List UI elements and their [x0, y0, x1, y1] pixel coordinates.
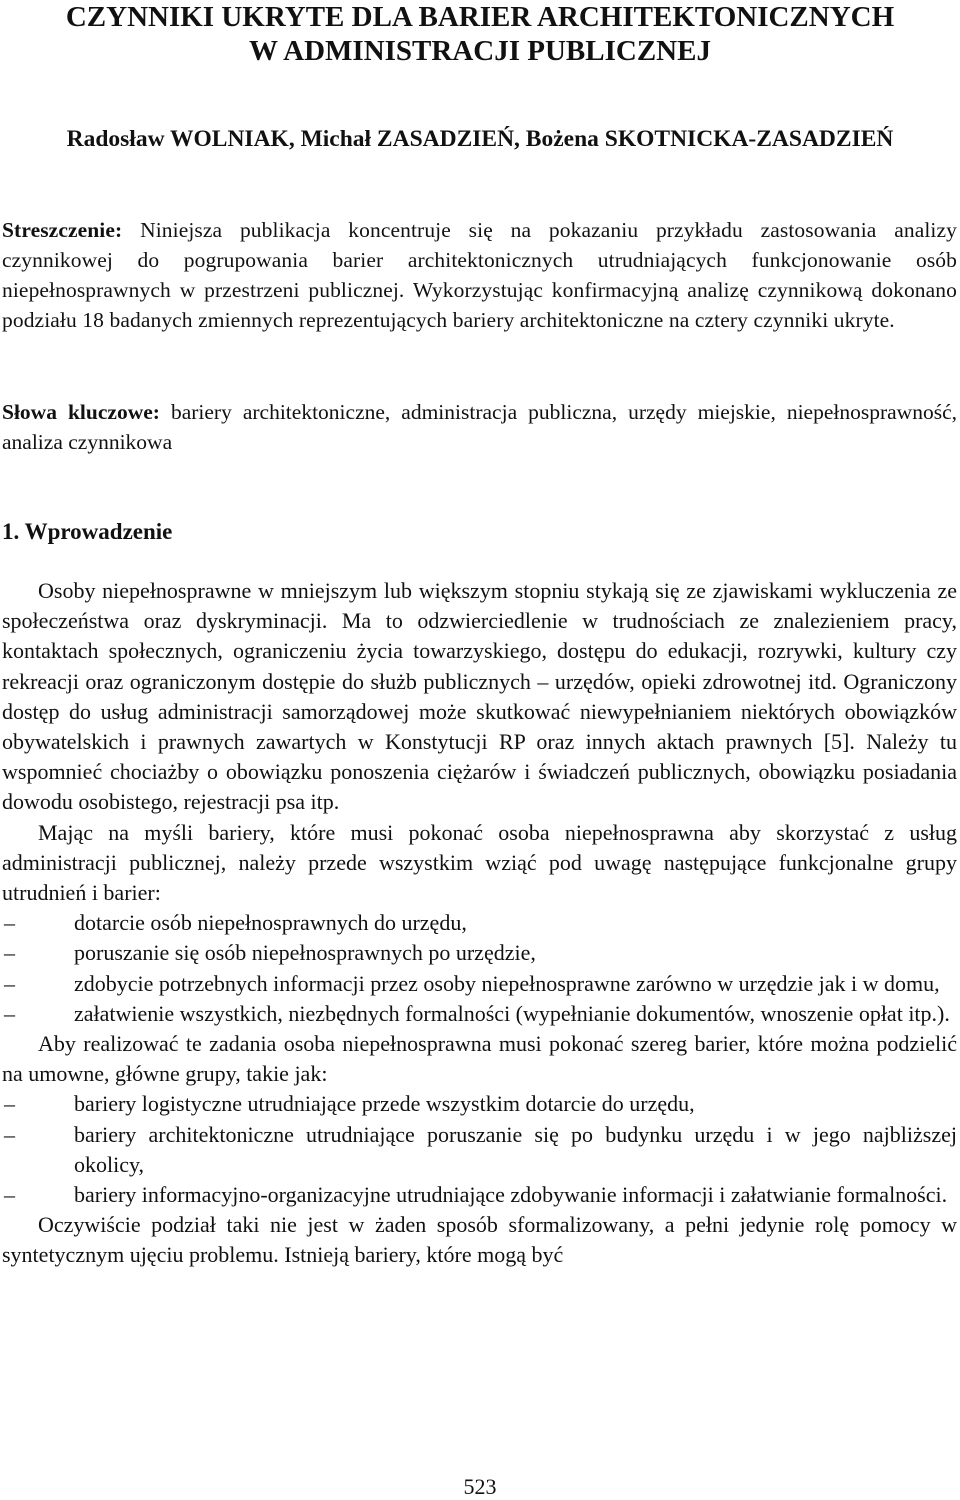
authors: Radosław WOLNIAK, Michał ZASADZIEŃ, Bożena SKOTNICKA-ZASADZIEŃ [66, 126, 894, 152]
list-item-text: dotarcie osób niepełnosprawnych do urzędu, [74, 910, 467, 936]
list-item-text: bariery logistyczne utrudniające przede wszystkim dotarcie do urzędu, [74, 1091, 695, 1117]
abstract [2, 215, 957, 335]
dash-bullet: – [4, 1182, 15, 1208]
paragraph-4: Oczywiście podział taki nie jest w żaden sposób sformalizowany, a pełni jedynie rolę pomocy w syntetycznym ujęciu problemu. Istnieją bariery, które mogą być [2, 1212, 957, 1268]
keywords-label: Słowa kluczowe: [2, 400, 160, 424]
dash-bullet: – [4, 1091, 15, 1117]
abstract-text: Niniejsza publikacja koncentruje się na pokazaniu przykładu zastosowania analizy czynnikowej do pogrupowania barier architektonicznych utrudniających funkcjonowanie osób niepełnosprawnych w przestrzeni publicznej. Wykorzystując konfirmacyjną analizę czynnikową dokonano podziału 18 badanych zmiennych reprezentujących bariery architektoniczne na cztery czynniki ukryte. [2, 218, 957, 332]
list-item [2, 969, 957, 999]
list-item-text: bariery architektoniczne utrudniające poruszanie się po budynku urzędu i w jego najbliższej okolicy, [74, 1121, 957, 1177]
list-item-text: poruszanie się osób niepełnosprawnych po urzędzie, [74, 940, 536, 966]
paper-title-line-1: CZYNNIKI UKRYTE DLA BARIER ARCHITEKTONICZNYCH [65, 1, 895, 33]
paper-title-line-2: W ADMINISTRACJI PUBLICZNEJ [249, 35, 711, 67]
section-heading: 1. Wprowadzenie [2, 519, 173, 544]
paragraph-1: Osoby niepełnosprawne w mniejszym lub większym stopniu stykają się ze zjawiskami wykluczenia ze społeczeństwa oraz dyskryminacji. Ma to odzwierciedlenie w trudnościach ze znalezieniem pracy, kontaktach społecznych, ograniczeniu życia towarzyskiego, dostępu do edukacji, rozrywki, kultury czy rekreacji oraz ograniczonym dostępie do służb publicznych – urzędów, opieki zdrowotnej itd. Ograniczony dostęp do usług administracji samorządowej może skutkować niewypełnianiem niektórych obowiązków obywatelskich i prawnych zawartych w Konstytucji RP oraz innych aktach prawnych [5]. Należy tu wspomnieć chociażby o obowiązku ponoszenia ciężarów i świadczeń publicznych, obowiązku posiadania dowodu osobistego, rejestracji psa itp. [2, 578, 957, 815]
dash-bullet: – [4, 910, 15, 936]
paragraph-3: Aby realizować te zadania osoba niepełnosprawna musi pokonać szereg barier, które można podzielić na umowne, główne grupy, takie jak: [2, 1031, 957, 1087]
paragraph-2: Mając na myśli bariery, które musi pokonać osoba niepełnosprawna aby skorzystać z usług administracji publicznej, należy przede wszystkim wziąć pod uwagę następujące funkcjonalne grupy utrudnień i barier: [2, 819, 957, 906]
list-item [2, 1180, 957, 1210]
keywords-text: bariery architektoniczne, administracja publiczna, urzędy miejskie, niepełnosprawność, analiza czynnikowa [2, 400, 957, 454]
list-item [2, 908, 957, 938]
page-number: 523 [463, 1474, 497, 1499]
dash-bullet: – [4, 940, 15, 966]
keywords [2, 397, 957, 457]
dash-bullet: – [4, 1000, 15, 1026]
list-item [2, 999, 957, 1029]
list-item-text: załatwienie wszystkich, niezbędnych formalności (wypełnianie dokumentów, wnoszenie opłat itp.). [74, 1000, 950, 1026]
list-item-text: bariery informacyjno-organizacyjne utrudniające zdobywanie informacji i załatwianie formalności. [74, 1182, 948, 1208]
list-item-text: zdobycie potrzebnych informacji przez osoby niepełnosprawne zarówno w urzędzie jak i w domu, [74, 970, 940, 996]
dash-bullet: – [4, 1121, 15, 1147]
list-item [2, 1089, 957, 1119]
barrier-types-list [2, 1089, 957, 1210]
abstract-label: Streszczenie: [2, 218, 123, 242]
list-item [2, 938, 957, 968]
section-body [2, 576, 957, 1271]
barrier-groups-list [2, 908, 957, 1029]
dash-bullet: – [4, 970, 15, 996]
list-item [2, 1120, 957, 1180]
